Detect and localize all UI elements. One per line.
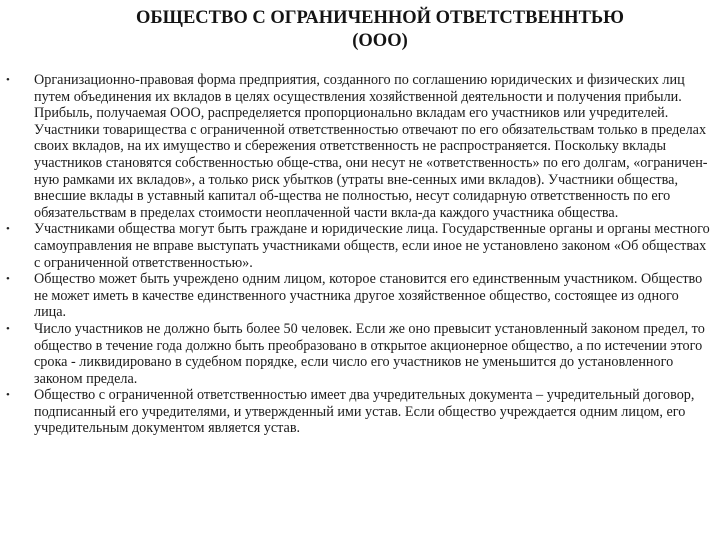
slide-title — [60, 7, 700, 53]
bullet-item-single-founder — [6, 271, 712, 321]
bullet-text: Участниками общества могут быть граждане и юридические лица. Государственные органы и органы местного самоуправления не вправе выступать участниками обществ, если иное не установлено законом «Об обществах с ограниченной ответственностью». — [34, 221, 710, 271]
bullet-dot-icon: • — [6, 389, 10, 402]
bullet-dot-icon: • — [6, 322, 10, 335]
bullet-dot-icon: • — [6, 223, 10, 236]
bullet-item-participants — [6, 221, 712, 271]
bullet-dot-icon: • — [6, 74, 10, 86]
bullet-dot-icon: • — [6, 273, 10, 286]
title-line-1: ОБЩЕСТВО С ОГРАНИЧЕННОЙ ОТВЕТСТВЕННТЬЮ — [136, 8, 624, 28]
bullet-text: Общество с ограниченной ответственностью имеет два учредительных документа – учредительный договор, подписанный его учредителями, и утвержденный ими устав. Если общество учреждается одним лицом, его учредительным документом является устав. — [34, 387, 695, 437]
title-line-2: (ООО) — [352, 31, 408, 51]
bullet-text: Общество может быть учреждено одним лицом, которое становится его единственным участником. Общество не может иметь в качестве единственного участника другое хозяйственное общество, состоящее из одного лица. — [34, 271, 703, 321]
bullet-text: Число участников не должно быть более 50 человек. Если же оно превысит установленный законом предел, то общество в течение года должно быть преобразовано в открытое акционерное общество, а по истечении этого срока - ликвидировано в судебном порядке, если число его участников не уменьшится до установленного законом предела. — [34, 320, 705, 387]
bullet-item-founding-documents — [6, 387, 712, 437]
bullet-item-legal-form — [6, 72, 712, 221]
bullet-text: Организационно-правовая форма предприятия, созданного по соглашению юридических и физических лиц путем объединения их вкладов в целях осуществления хозяйственной деятельности и получения прибыли. Прибыль, получаемая ООО, распределяется пропорционально вкладам его участников или учредителей. Участники товарищества с ограниченной ответственностью отвечают по его обязательствам только в пределах своих вкладов, на их имущество и сбережения ответственность не распространяется. Поскольку вклады участников становятся собственностью обще-ства, они несут не «ответственность» по его долгам, «ограничен-ную рамками их вкладов», а только риск убытков (утраты вне-сенных ими вкладов). Участники общества, внесшие вклады в уставный капитал об-щества не полностью, несут солидарную ответственность по его обязательствам в пределах стоимости неоплаченной части вкла-да каждого участника общества. — [34, 72, 708, 221]
bullet-list — [0, 72, 720, 437]
bullet-item-participant-limit — [6, 320, 712, 387]
